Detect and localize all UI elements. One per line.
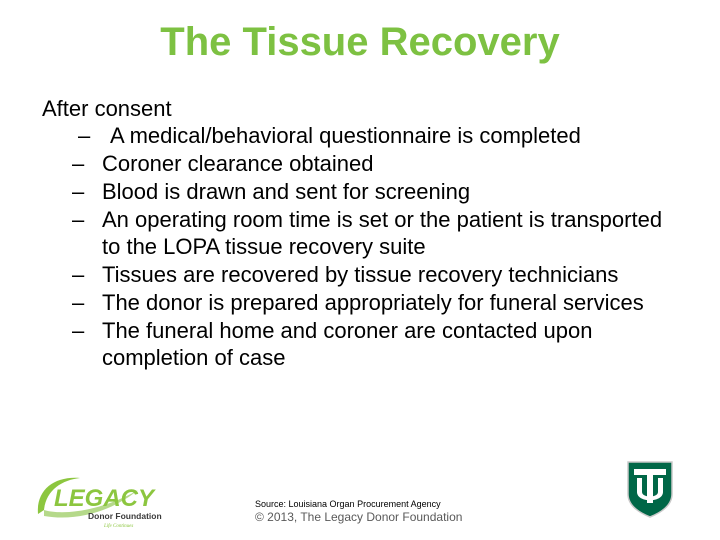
tulane-shield-icon [626,460,674,518]
bullet-item [42,178,682,205]
bullet-text: The donor is prepared appropriately for funeral services [102,290,644,315]
tulane-logo [626,460,674,518]
bullet-item [42,150,682,177]
legacy-logo [34,470,172,530]
bullet-item [42,122,682,149]
copyright-text: © 2013, The Legacy Donor Foundation [255,510,463,524]
bullet-item [42,206,682,260]
source-footer [255,499,485,525]
bullet-text: A medical/behavioral questionnaire is completed [110,123,581,148]
dash-marker: – [72,179,85,204]
legacy-logo-icon [34,470,172,530]
bullet-item [42,317,682,371]
bullet-text: Tissues are recovered by tissue recovery technicians [102,262,619,287]
legacy-tagline: Life Continues [104,524,134,529]
bullet-list [42,122,682,371]
bullet-text: An operating room time is set or the patient is transported to the LOPA tissue recovery suite [102,207,663,259]
dash-marker: – [78,123,91,148]
source-text: Source: Louisiana Organ Procurement Agency [255,499,441,509]
dash-marker: – [72,290,85,315]
legacy-subtitle: Donor Foundation [88,511,162,521]
bullet-text: Blood is drawn and sent for screening [102,179,471,204]
intro-text: After consent [42,96,172,121]
slide-title: The Tissue Recovery [160,20,560,64]
bullet-text: Coroner clearance obtained [102,151,374,176]
bullet-text: The funeral home and coroner are contacted upon completion of case [102,318,593,370]
dash-marker: – [72,151,85,176]
dash-marker: – [72,318,85,343]
bullet-item [42,289,682,316]
slide-body [42,95,682,372]
dash-marker: – [72,207,85,232]
legacy-wordmark: LEGACY [54,485,155,512]
bullet-item [42,261,682,288]
dash-marker: – [72,262,85,287]
